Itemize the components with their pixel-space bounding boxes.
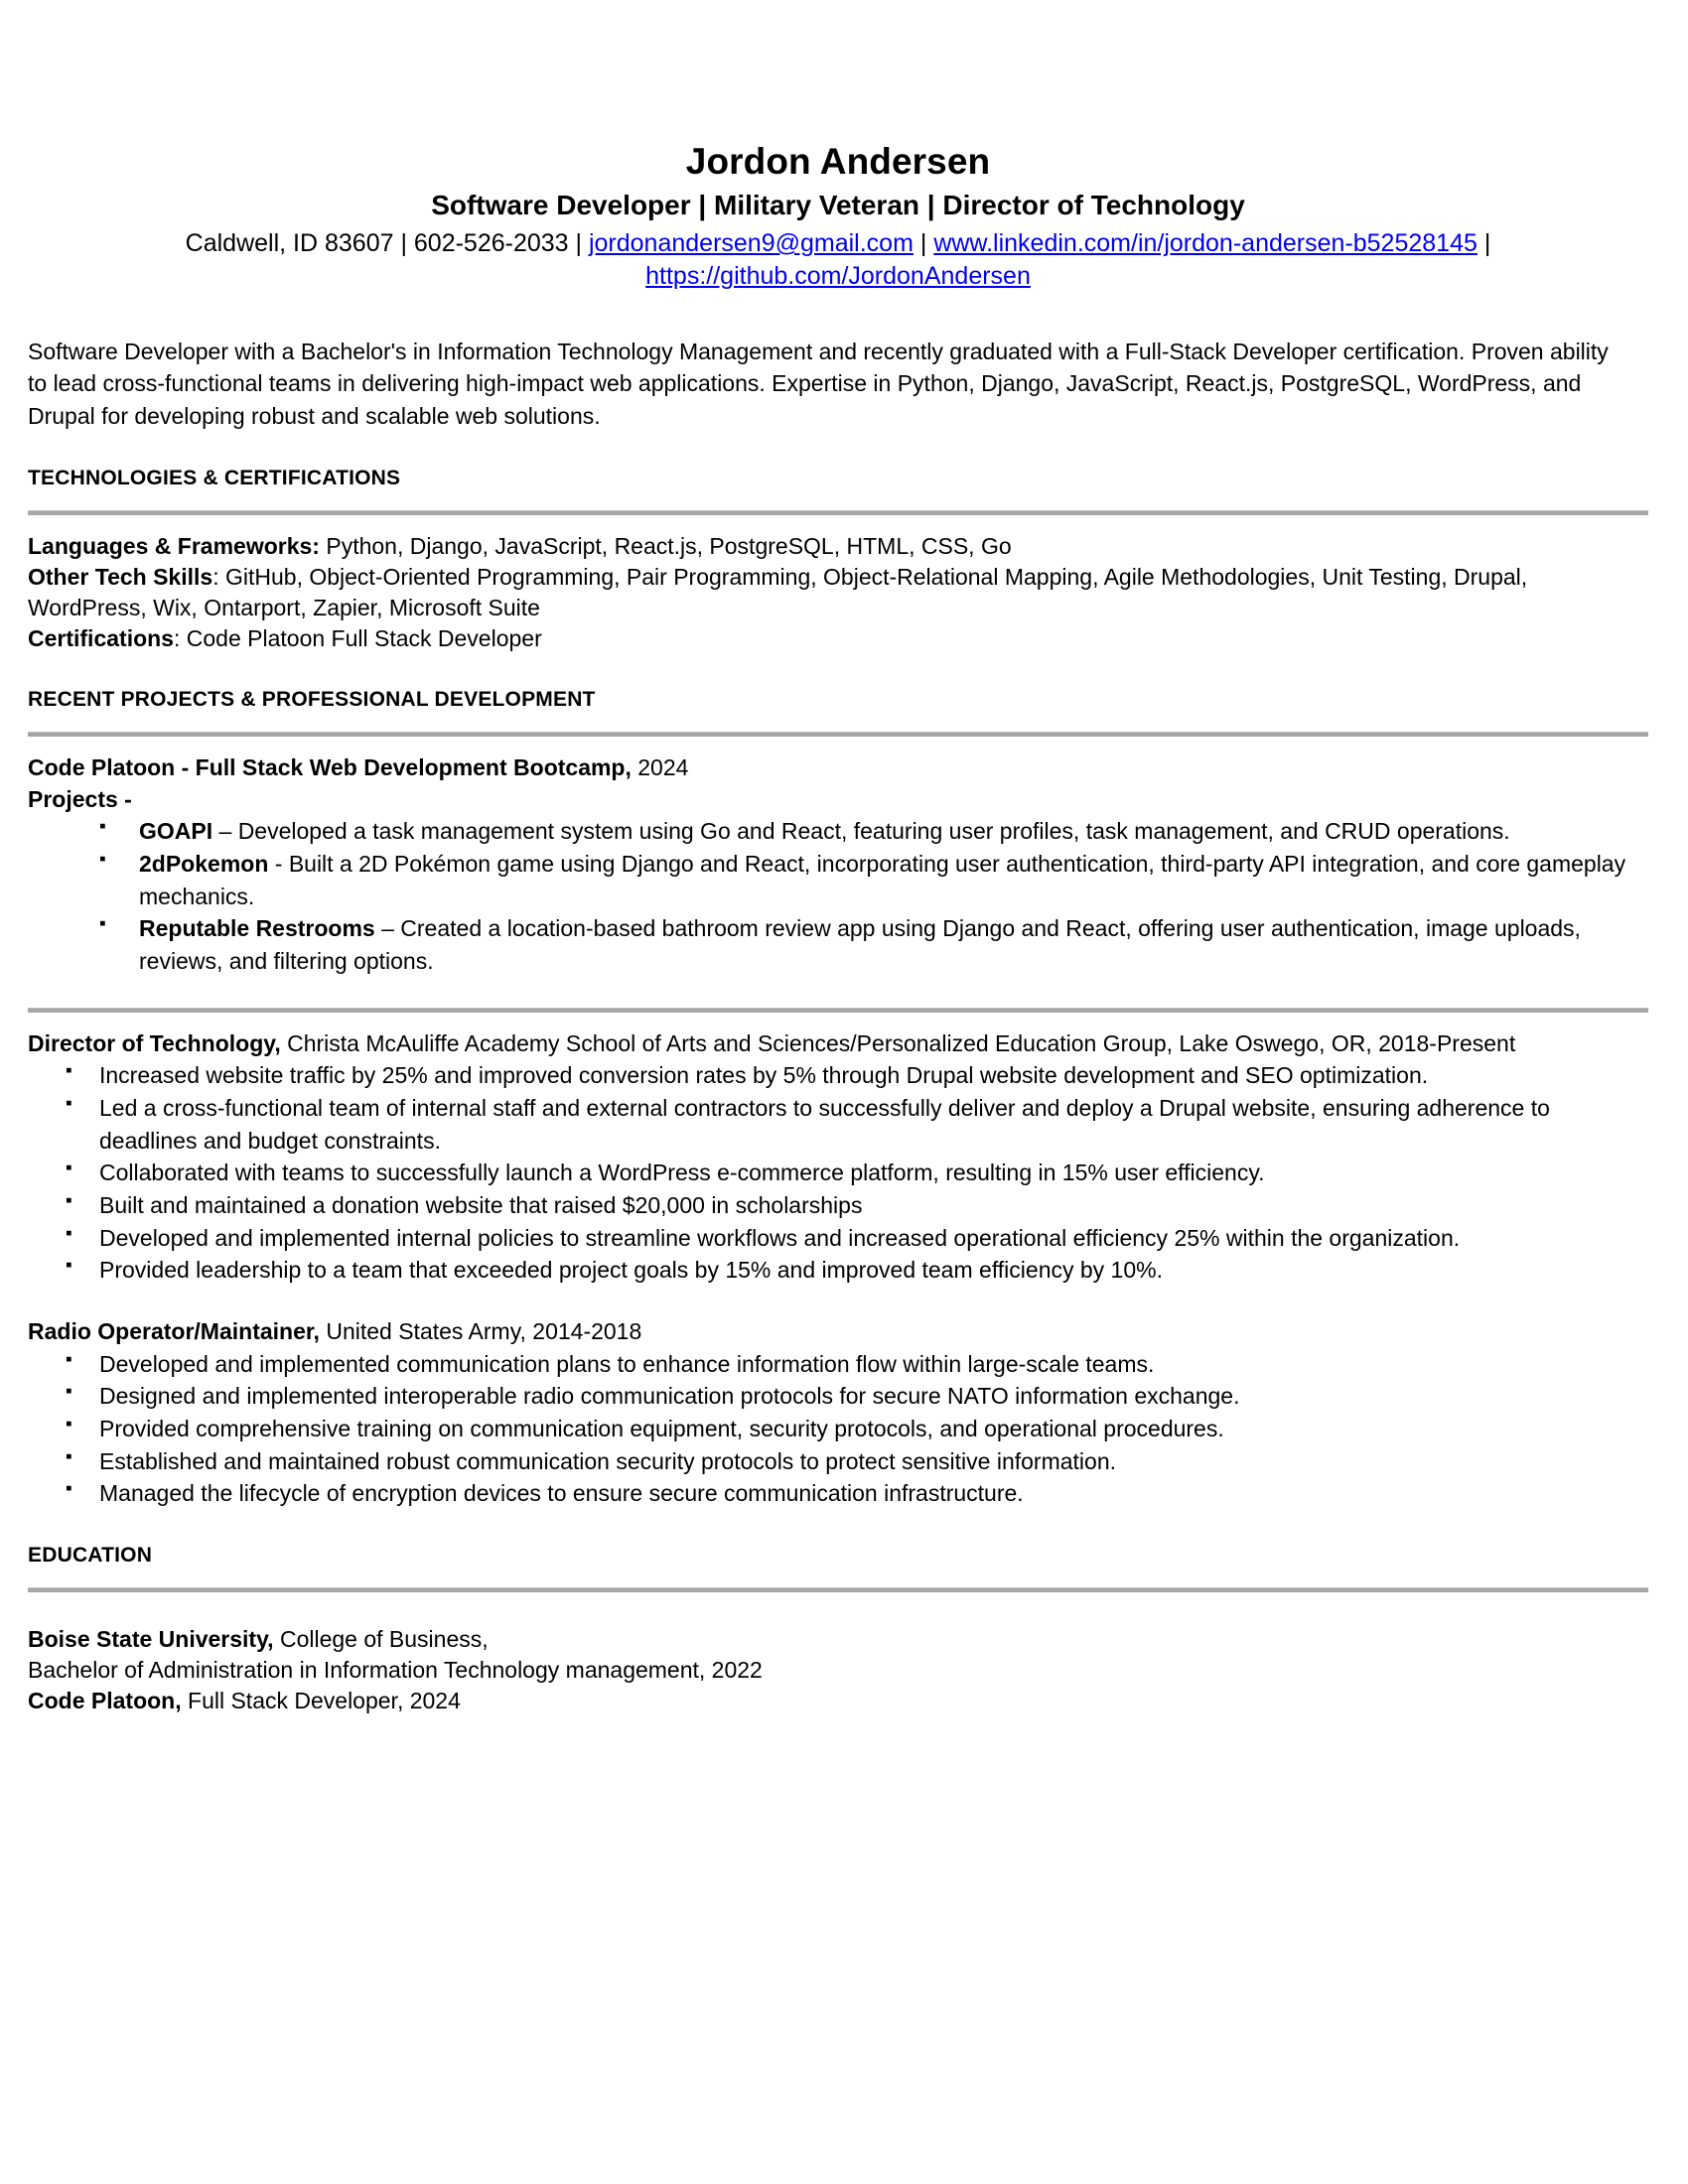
section-divider <box>28 1008 1648 1013</box>
section-divider <box>28 1587 1648 1592</box>
section-divider <box>28 732 1648 737</box>
spacer <box>28 1608 1648 1624</box>
bootcamp-label: Code Platoon - Full Stack Web Development Bootcamp, <box>28 753 632 780</box>
contact-location-phone: Caldwell, ID 83607 | 602-526-2033 | <box>185 229 589 258</box>
education-school-line <box>28 1624 1648 1655</box>
professional-summary: Software Developer with a Bachelor's in Information Technology Management and recently graduated with a Full-Stack Developer certification. Proven ability to lead cross-functional teams in delivering high-impact web applications. Expertise in Python, Django, JavaScript, React.js, PostgreSQL, WordPress, and Drupal for developing robust and scalable web solutions. <box>28 338 1609 429</box>
education-degree-line: Bachelor of Administration in Information Technology management, 2022 <box>28 1656 763 1683</box>
list-item <box>28 815 1648 848</box>
list-item: ▪ Established and maintained robust communication security protocols to protect sensitive information. <box>28 1445 1648 1478</box>
section-title-education: EDUCATION <box>28 1543 153 1567</box>
certifications-value: : Code Platoon Full Stack Developer <box>173 624 542 651</box>
spacer <box>28 1287 1648 1316</box>
github-link[interactable]: https://github.com/JordonAndersen <box>645 262 1031 291</box>
resume-header <box>28 139 1648 294</box>
candidate-tagline: Software Developer | Military Veteran | Director of Technology <box>431 190 1245 221</box>
bootcamp-year: 2024 <box>631 753 689 780</box>
email-link[interactable]: jordonandersen9@gmail.com <box>588 229 914 258</box>
education-school-value: College of Business, <box>273 1625 489 1652</box>
section-projects <box>28 688 1648 978</box>
section-divider <box>28 510 1648 515</box>
experience-entry-radio-operator <box>28 1316 1648 1510</box>
list-item <box>28 912 1648 977</box>
list-item: ▪ Provided leadership to a team that exceeded project goals by 15% and improved team efficiency by 10%. <box>28 1254 1648 1287</box>
job-detail: United States Army, 2014-2018 <box>319 1317 642 1344</box>
education-bootcamp-value: Full Stack Developer, 2024 <box>181 1687 461 1713</box>
experience-entry-director <box>28 1028 1648 1287</box>
list-item: ▪ Managed the lifecycle of encryption devices to ensure secure communication infrastructure. <box>28 1477 1648 1510</box>
candidate-name: Jordon Andersen <box>685 141 991 182</box>
job-detail: Christa McAuliffe Academy School of Arts and Sciences/Personalized Education Group, Lake Oswego, OR, 2018-Present <box>280 1029 1516 1056</box>
projects-subheading <box>28 784 1648 816</box>
project-desc: - Built a 2D Pokémon game using Django and React, incorporating user authentication, third-party API integration, and core gameplay mechanics. <box>139 850 1626 909</box>
certifications-label: Certifications <box>28 624 174 651</box>
job-heading <box>28 1028 1648 1060</box>
list-item: ▪ Developed and implemented internal policies to streamline workflows and increased operational efficiency 25% within the organization. <box>28 1222 1648 1255</box>
other-skills-label: Other Tech Skills <box>28 563 213 590</box>
other-skills-line <box>28 562 1648 623</box>
education-bootcamp-line <box>28 1686 1648 1716</box>
list-item: ▪ Increased website traffic by 25% and improved conversion rates by 5% through Drupal website development and SEO optimization. <box>28 1059 1648 1092</box>
spacer <box>28 978 1648 1008</box>
section-title-projects: RECENT PROJECTS & PROFESSIONAL DEVELOPMENT <box>28 687 596 711</box>
job-bullet-list <box>28 1348 1648 1510</box>
projects-label: Projects - <box>28 785 132 812</box>
job-heading <box>28 1316 1648 1348</box>
linkedin-link[interactable]: www.linkedin.com/in/jordon-andersen-b52528145 <box>933 229 1477 258</box>
project-desc: – Developed a task management system using Go and React, featuring user profiles, task management, and CRUD operations. <box>212 818 1510 845</box>
section-title-technologies: TECHNOLOGIES & CERTIFICATIONS <box>28 466 401 489</box>
list-item: ▪ Developed and implemented communication plans to enhance information flow within large-scale teams. <box>28 1348 1648 1381</box>
bootcamp-entry <box>28 752 1648 784</box>
contact-separator-2: | <box>1477 229 1491 258</box>
list-item <box>28 848 1648 912</box>
project-name: 2dPokemon <box>139 850 269 877</box>
other-skills-value: : GitHub, Object-Oriented Programming, Pair Programming, Object-Relational Mapping, Agile Methodologies, Unit Testing, Drupal, WordPress, Wix, Ontarport, Zapier, Microsoft Suite <box>28 563 1528 620</box>
certifications-line <box>28 623 1648 654</box>
section-education <box>28 1544 1648 1716</box>
education-bootcamp-label: Code Platoon, <box>28 1687 182 1713</box>
languages-label: Languages & Frameworks: <box>28 532 320 559</box>
languages-value: Python, Django, JavaScript, React.js, PostgreSQL, HTML, CSS, Go <box>319 532 1012 559</box>
list-item: ▪ Collaborated with teams to successfully launch a WordPress e-commerce platform, resulting in 15% user efficiency. <box>28 1157 1648 1189</box>
languages-line <box>28 531 1648 562</box>
list-item: ▪ Designed and implemented interoperable radio communication protocols for secure NATO information exchange. <box>28 1380 1648 1413</box>
job-bullet-list <box>28 1059 1648 1287</box>
contact-line <box>28 227 1648 294</box>
job-title: Director of Technology, <box>28 1029 281 1056</box>
project-name: Reputable Restrooms <box>139 915 375 942</box>
contact-separator-1: | <box>913 229 934 258</box>
list-item: ▪ Led a cross-functional team of internal staff and external contractors to successfully deliver and deploy a Drupal website, ensuring adherence to deadlines and budget constraints. <box>28 1092 1648 1157</box>
education-school-label: Boise State University, <box>28 1625 274 1652</box>
project-desc: – Created a location-based bathroom review app using Django and React, offering user authentication, image uploads, reviews, and filtering options. <box>139 915 1581 974</box>
list-item: ▪ Provided comprehensive training on communication equipment, security protocols, and operational procedures. <box>28 1413 1648 1445</box>
job-title: Radio Operator/Maintainer, <box>28 1317 320 1344</box>
project-name: GOAPI <box>139 818 213 845</box>
section-technologies <box>28 467 1648 654</box>
project-list <box>28 815 1648 977</box>
list-item: ▪ Built and maintained a donation website that raised $20,000 in scholarships <box>28 1189 1648 1222</box>
